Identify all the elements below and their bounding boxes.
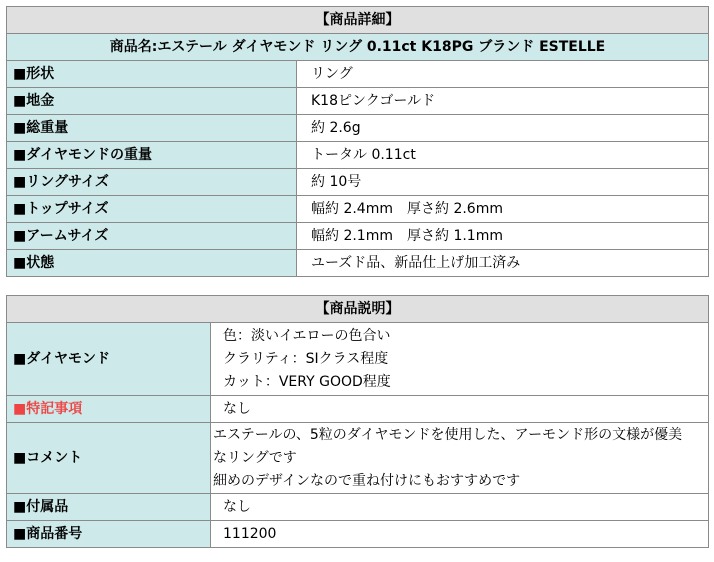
detail-label: ■総重量 [7, 115, 297, 142]
detail-value: 幅約 2.1mm 厚さ約 1.1mm [297, 223, 709, 250]
detail-value: ユーズド品、新品仕上げ加工済み [297, 250, 709, 277]
detail-row-ring-size [7, 169, 709, 196]
accessories-value: なし [211, 494, 709, 521]
detail-label: ■ダイヤモンドの重量 [7, 142, 297, 169]
detail-value: 約 2.6g [297, 115, 709, 142]
detail-value: 幅約 2.4mm 厚さ約 2.6mm [297, 196, 709, 223]
special-notes-label: ■特記事項 [7, 396, 211, 423]
detail-row-arm-size [7, 223, 709, 250]
detail-label: ■状態 [7, 250, 297, 277]
diamond-color: 色：淡いイエローの色合い [223, 327, 391, 344]
description-row-item-number [7, 521, 709, 548]
details-header: 【商品詳細】 [7, 7, 709, 34]
description-header: 【商品説明】 [7, 296, 709, 323]
product-details-table [6, 6, 709, 277]
detail-label: ■形状 [7, 61, 297, 88]
description-row-accessories [7, 494, 709, 521]
detail-label: ■トップサイズ [7, 196, 297, 223]
special-notes-value: なし [211, 396, 709, 423]
detail-value: トータル 0.11ct [297, 142, 709, 169]
comment-line: エステールの、5粒のダイヤモンドを使用した、アーモンド形の文様が優美 [213, 426, 683, 443]
detail-row-top-size [7, 196, 709, 223]
diamond-label: ■ダイヤモンド [7, 323, 211, 396]
detail-row-metal [7, 88, 709, 115]
detail-label: ■アームサイズ [7, 223, 297, 250]
comment-value [211, 423, 709, 494]
item-number-label: ■商品番号 [7, 521, 211, 548]
comment-line: 細めのデザインなので重ね付けにもおすすめです [213, 472, 521, 489]
description-row-comment [7, 423, 709, 494]
item-number-value: 111200 [211, 521, 709, 548]
detail-row-condition [7, 250, 709, 277]
comment-label: ■コメント [7, 423, 211, 494]
description-row-special [7, 396, 709, 423]
comment-line: なリングです [213, 449, 297, 466]
detail-value: リング [297, 61, 709, 88]
detail-label: ■リングサイズ [7, 169, 297, 196]
detail-row-shape [7, 61, 709, 88]
diamond-cut: カット：VERY GOOD程度 [223, 373, 391, 390]
detail-value: 約 10号 [297, 169, 709, 196]
detail-label: ■地金 [7, 88, 297, 115]
description-row-diamond [7, 323, 709, 396]
detail-row-total-weight [7, 115, 709, 142]
accessories-label: ■付属品 [7, 494, 211, 521]
product-name: 商品名:エステール ダイヤモンド リング 0.11ct K18PG ブランド ESTELLE [7, 34, 709, 61]
diamond-value [211, 323, 709, 396]
detail-row-diamond-weight [7, 142, 709, 169]
detail-value: K18ピンクゴールド [297, 88, 709, 115]
diamond-clarity: クラリティ：SIクラス程度 [223, 350, 389, 367]
product-description-table [6, 295, 709, 548]
